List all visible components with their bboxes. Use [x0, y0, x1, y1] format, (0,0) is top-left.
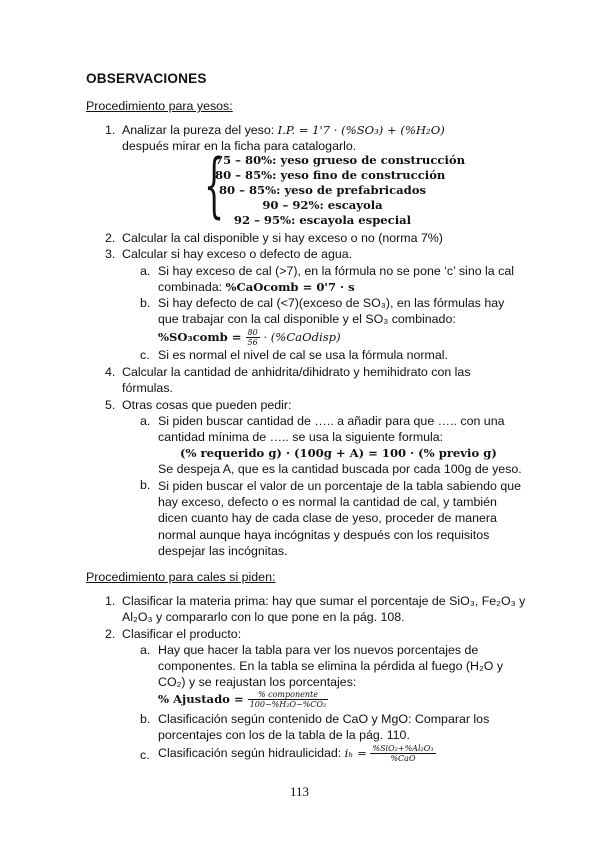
list-letter: b. [140, 478, 151, 492]
list-number: 1. [105, 594, 116, 608]
list-number: 3. [105, 247, 116, 261]
list-item-text: CO₂) y se reajustan los porcentajes: [158, 675, 357, 689]
item-line: despejar las incógnitas. [158, 543, 288, 558]
list-number: 2. [105, 231, 116, 245]
formula-left: %SO₃comb = [158, 330, 246, 344]
brace-line: 92 – 95%: escayola especial [233, 213, 412, 227]
formula-ip: I.P. = 1'7 · (%SO₃) + (%H₂O) [277, 123, 445, 137]
item-line: Si piden buscar el valor de un porcentaje de la tabla sabiendo que [158, 479, 522, 493]
list-item-text: Hay que hacer la tabla para ver los nuevos porcentajes de [158, 643, 479, 657]
fraction [246, 328, 260, 347]
list-item-block [158, 478, 521, 559]
fraction-denominator: 100−%H₂O−%CO₂ [249, 700, 327, 710]
brace-line: 90 – 92%: escayola [262, 198, 383, 212]
section-heading-cales: Procedimiento para cales si piden: [86, 570, 276, 584]
list-item-text: Clasificación según contenido de CaO y MgO: Comparar los [158, 712, 490, 726]
brace-line: 75 – 80%: yeso grueso de construcción [215, 153, 466, 167]
page-number: 113 [289, 784, 310, 799]
list-letter: b. [140, 712, 151, 726]
list-item-text: porcentajes con los de la tabla de la pág. 110. [158, 728, 410, 742]
item-text: combinada: [158, 280, 226, 294]
brace-line: 80 – 85%: yeso de prefabricados [218, 183, 427, 197]
list-letter: b. [140, 296, 151, 310]
section-heading-yesos: Procedimiento para yesos: [86, 99, 233, 113]
left-brace: { [204, 144, 225, 226]
fraction [370, 744, 435, 763]
formula-cao-comb: %CaOcomb = 0'7 · s [225, 280, 355, 294]
formula-so3-comb [158, 327, 341, 347]
fraction-numerator: %SiO₂+%Al₂O₃ [372, 744, 434, 754]
fraction-numerator: 80 [247, 328, 258, 338]
item-text: Clasificación según hidraulicidad: [158, 746, 345, 760]
item-line: dicen cuanto hay de cada clase de yeso, proceder de manera [158, 511, 497, 526]
fraction-denominator: 56 [247, 338, 258, 348]
list-item-text: después mirar en la ficha para catalogarlo. [122, 139, 357, 153]
fraction-numerator: % componente [248, 690, 329, 700]
list-item-text: Calcular la cal disponible y si hay exceso o no (norma 7%) [122, 231, 443, 245]
list-item-text: Si piden buscar cantidad de ….. a añadir para que ….. con una [158, 414, 505, 428]
brace-line: 80 – 85%: yeso fino de construcción [215, 168, 446, 182]
list-item-text: Calcular si hay exceso o defecto de agua. [122, 247, 353, 261]
list-item-text: Si hay exceso de cal (>7), en la fórmula no se pone ‘c’ sino la cal [158, 264, 514, 278]
list-item-text: Si hay defecto de cal (<7)(exceso de SO₃), en las fórmulas hay [158, 296, 505, 310]
formula-right: · (%CaOdisp) [259, 330, 341, 344]
list-item-text: Clasificar la materia prima: hay que sumar el porcentaje de SiO₃, Fe₂O₃ y [122, 594, 526, 608]
list-item-text [158, 743, 436, 763]
list-item-text [122, 123, 445, 138]
list-item-text [158, 280, 355, 295]
list-number: 5. [105, 398, 116, 412]
formula-left: % Ajustado = [158, 692, 248, 706]
list-item-text: Se despeja A, que es la cantidad buscada por cada 100g de yeso. [158, 462, 522, 476]
list-number: 4. [105, 365, 116, 379]
fraction-denominator: %CaO [390, 754, 416, 764]
list-item-text: Clasificar el producto: [122, 627, 242, 641]
list-number: 2. [105, 627, 116, 641]
list-item-text: que trabajar con la cal disponible y el SO₃ combinado: [158, 312, 456, 326]
list-letter: a. [140, 264, 151, 278]
list-number: 1. [105, 123, 116, 137]
list-letter: a. [140, 414, 151, 428]
item-line: normal aunque haya incógnitas y después con los requisitos [158, 527, 490, 542]
list-letter: c. [140, 748, 150, 762]
list-item-text: Otras cosas que pueden pedir: [122, 398, 292, 412]
fraction [248, 690, 329, 709]
list-item-text: componentes. En la tabla se elimina la pérdida al fuego (H₂O y [158, 659, 504, 673]
list-item-text: Al₂O₃ y compararlo con lo que pone en la pág. 108. [122, 610, 405, 624]
list-item-text: fórmulas. [122, 381, 173, 395]
list-item-text: Calcular la cantidad de anhidrita/dihidrato y hemihidrato con las [122, 365, 471, 379]
item-text: Analizar la pureza del yeso: [122, 123, 278, 137]
formula-ajustado [158, 689, 328, 709]
formula-left: iₕ = [344, 746, 371, 760]
item-line: hay exceso, defecto o es normal la cantidad de cal, y también [158, 495, 497, 510]
list-item-text: Si es normal el nivel de cal se usa la fórmula normal. [158, 348, 448, 362]
page-title: OBSERVACIONES [86, 71, 207, 86]
list-letter: c. [140, 348, 150, 362]
formula-requerido: (% requerido g) · (100g + A) = 100 · (% previo g) [180, 446, 497, 460]
list-item-text: cantidad mínima de ….. se usa la siguiente formula: [158, 430, 444, 444]
list-letter: a. [140, 643, 151, 657]
